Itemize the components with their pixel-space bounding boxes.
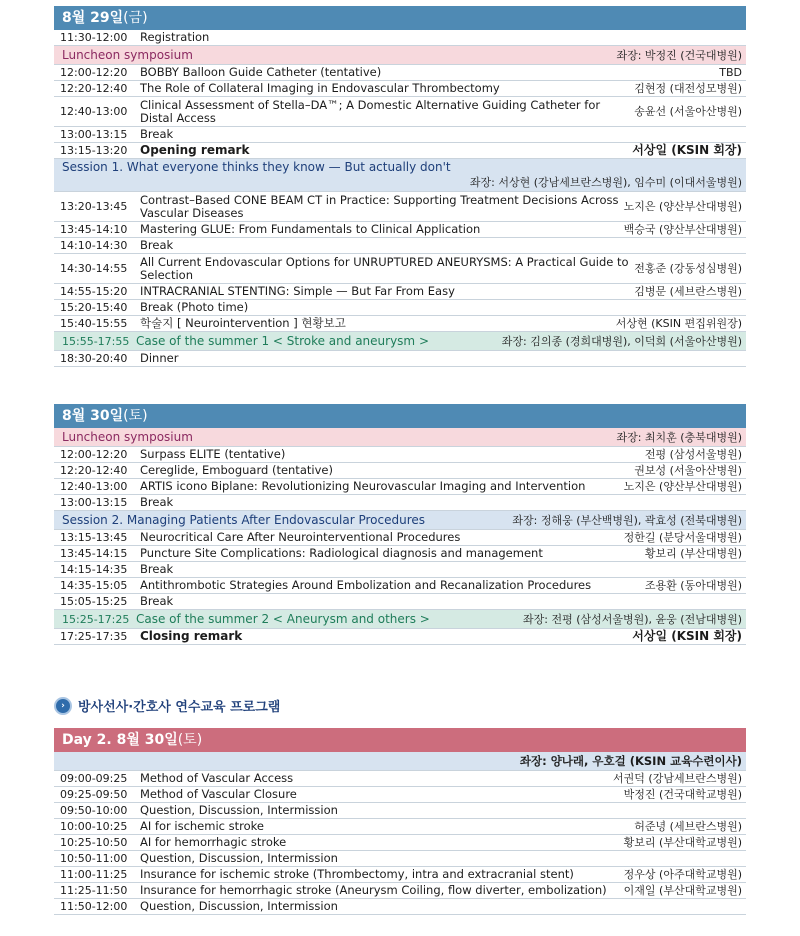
time-slot: 09:50-10:00 xyxy=(60,804,128,817)
time-slot: 12:20-12:40 xyxy=(60,464,128,477)
time-slot: 14:35-15:05 xyxy=(60,579,128,592)
talk-title: Clinical Assessment of Stella–DA™; A Domestic Alternative Guiding Catheter for Distal Access xyxy=(140,97,601,125)
speaker: 서상일 (KSIN 회장) xyxy=(632,629,742,643)
day2-rows xyxy=(54,428,746,645)
section-row xyxy=(54,610,746,629)
schedule-row xyxy=(54,284,746,300)
schedule-row xyxy=(54,127,746,143)
time-slot: 11:25-11:50 xyxy=(60,884,128,897)
time-slot: 13:45-14:15 xyxy=(60,547,128,560)
schedule-row xyxy=(54,463,746,479)
day1-schedule xyxy=(54,6,746,367)
talk-title: Method of Vascular Closure xyxy=(140,787,297,801)
talk-title: 학술지 [ Neurointervention ] 현황보고 xyxy=(140,316,346,330)
time-slot: 15:55-17:55 xyxy=(62,334,130,348)
schedule-row xyxy=(54,835,746,851)
schedule-row xyxy=(54,578,746,594)
schedule-row xyxy=(54,594,746,610)
schedule-row xyxy=(54,97,746,127)
time-slot: 11:50-12:00 xyxy=(60,900,128,913)
time-slot: 10:00-10:25 xyxy=(60,820,128,833)
schedule-row xyxy=(54,883,746,899)
schedule-row xyxy=(54,803,746,819)
talk-title: ARTIS icono Biplane: Revolutionizing Neurovascular Imaging and Intervention xyxy=(140,479,586,493)
time-slot: 13:15-13:20 xyxy=(60,144,128,157)
schedule-row xyxy=(54,300,746,316)
talk-title: Antithrombotic Strategies Around Embolization and Recanalization Procedures xyxy=(140,578,592,592)
time-slot: 15:20-15:40 xyxy=(60,301,128,314)
talk-title: Break xyxy=(140,127,174,141)
schedule-row xyxy=(54,447,746,463)
schedule-row xyxy=(54,771,746,787)
time-slot: 13:00-13:15 xyxy=(60,128,128,141)
talk-title: AI for hemorrhagic stroke xyxy=(140,835,287,849)
speaker: 황보리 (부산대학교병원) xyxy=(623,836,742,849)
section-chair: 좌장: 최치훈 (충북대병원) xyxy=(616,431,742,444)
talk-title: BOBBY Balloon Guide Catheter (tentative) xyxy=(140,65,382,79)
time-slot: 12:00-12:20 xyxy=(60,448,128,461)
chevron-right-circle-icon: › xyxy=(54,697,72,715)
time-slot: 13:45-14:10 xyxy=(60,223,128,236)
schedule-row xyxy=(54,530,746,546)
day2-header: 8월 30일(토) xyxy=(54,404,746,428)
speaker: 허준녕 (세브란스병원) xyxy=(634,820,742,833)
talk-title: Contrast–Based CONE BEAM CT in Practice: Supporting Treatment Decisions Across Vascular Diseases xyxy=(140,192,619,220)
schedule-row xyxy=(54,254,746,284)
talk-title: Surpass ELITE (tentative) xyxy=(140,447,286,461)
time-slot: 17:25-17:35 xyxy=(60,630,128,643)
talk-title: AI for ischemic stroke xyxy=(140,819,264,833)
schedule-row xyxy=(54,192,746,222)
speaker: 정우상 (아주대학교병원) xyxy=(623,868,742,881)
time-slot: 13:15-13:45 xyxy=(60,531,128,544)
schedule-row xyxy=(54,851,746,867)
talk-title: The Role of Collateral Imaging in Endovascular Thrombectomy xyxy=(140,81,500,95)
time-slot: 09:25-09:50 xyxy=(60,788,128,801)
time-slot: 11:00-11:25 xyxy=(60,868,128,881)
speaker: 송윤선 (서울아산병원) xyxy=(634,105,742,118)
section-chair: 좌장: 김의종 (경희대병원), 이덕희 (서울아산병원) xyxy=(501,335,742,348)
speaker: 황보리 (부산대병원) xyxy=(644,547,742,560)
talk-title: Break xyxy=(140,562,174,576)
time-slot: 10:50-11:00 xyxy=(60,852,128,865)
section-title: Session 2. Managing Patients After Endovascular Procedures xyxy=(62,513,426,527)
time-slot: 15:40-15:55 xyxy=(60,317,128,330)
speaker: 전평 (삼성서울병원) xyxy=(644,448,742,461)
schedule-row xyxy=(54,629,746,645)
schedule-row xyxy=(54,143,746,159)
section-chair: 좌장: 서상현 (강남세브란스병원), 임수미 (이대서울병원) xyxy=(469,176,742,189)
talk-title: Neurocritical Care After Neurointerventional Procedures xyxy=(140,530,461,544)
time-slot: 11:30-12:00 xyxy=(60,31,128,44)
section-chair: 좌장: 전평 (삼성서울병원), 윤웅 (전남대병원) xyxy=(523,613,742,626)
section-row xyxy=(54,159,746,192)
talk-title: Break xyxy=(140,594,174,608)
speaker: 서상일 (KSIN 회장) xyxy=(632,143,742,157)
time-slot: 10:25-10:50 xyxy=(60,836,128,849)
talk-title: Closing remark xyxy=(140,629,243,643)
talk-title: Question, Discussion, Intermission xyxy=(140,899,338,913)
time-slot: 12:40-13:00 xyxy=(60,480,128,493)
speaker: TBD xyxy=(719,66,742,79)
nurse-program-header: Day 2. 8월 30일(토) xyxy=(54,728,746,752)
talk-title: Question, Discussion, Intermission xyxy=(140,851,338,865)
schedule-row xyxy=(54,238,746,254)
talk-title: Mastering GLUE: From Fundamentals to Clinical Application xyxy=(140,222,481,236)
talk-title: Insurance for hemorrhagic stroke (Aneurysm Coiling, flow diverter, embolization) xyxy=(140,883,607,897)
section-title: Luncheon symposium xyxy=(62,48,193,62)
schedule-row xyxy=(54,787,746,803)
time-slot: 15:25-17:25 xyxy=(62,612,130,626)
schedule-row xyxy=(54,222,746,238)
time-slot: 14:10-14:30 xyxy=(60,239,128,252)
speaker: 서권덕 (강남세브란스병원) xyxy=(613,772,742,785)
speaker: 조용환 (동아대병원) xyxy=(644,579,742,592)
talk-title: Break (Photo time) xyxy=(140,300,249,314)
time-slot: 18:30-20:40 xyxy=(60,352,128,365)
schedule-row xyxy=(54,819,746,835)
talk-title: Break xyxy=(140,238,174,252)
nurse-program-schedule xyxy=(54,728,746,915)
speaker: 김병문 (세브란스병원) xyxy=(634,285,742,298)
nurse-program-chair: 좌장: 양나래, 우호걸 (KSIN 교육수련이사) xyxy=(54,752,746,771)
schedule-row xyxy=(54,30,746,46)
speaker: 정한길 (분당서울대병원) xyxy=(623,531,742,544)
talk-title: Question, Discussion, Intermission xyxy=(140,803,338,817)
schedule-row xyxy=(54,867,746,883)
nurse-program-rows xyxy=(54,771,746,915)
section-title: Case of the summer 2 < Aneurysm and others > xyxy=(136,612,430,626)
section-title: Session 1. What everyone thinks they know — But actually don't xyxy=(62,160,451,174)
schedule-row xyxy=(54,546,746,562)
day1-header: 8월 29일(금) xyxy=(54,6,746,30)
schedule-row xyxy=(54,562,746,578)
speaker: 노지은 (양산부산대병원) xyxy=(623,480,742,493)
section-row xyxy=(54,46,746,65)
time-slot: 12:00-12:20 xyxy=(60,66,128,79)
time-slot: 14:15-14:35 xyxy=(60,563,128,576)
day1-rows xyxy=(54,30,746,367)
talk-title: All Current Endovascular Options for UNRUPTURED ANEURYSMS: A Practical Guide to Selection xyxy=(140,254,629,282)
time-slot: 14:55-15:20 xyxy=(60,285,128,298)
schedule-row xyxy=(54,351,746,367)
schedule-row xyxy=(54,81,746,97)
speaker: 박정진 (건국대학교병원) xyxy=(623,788,742,801)
day2-schedule xyxy=(54,404,746,645)
section-title: Luncheon symposium xyxy=(62,430,193,444)
talk-title: Registration xyxy=(140,30,210,44)
section-row xyxy=(54,511,746,530)
speaker: 백승국 (양산부산대병원) xyxy=(623,223,742,236)
section-title: Case of the summer 1 < Stroke and aneurysm > xyxy=(136,334,429,348)
talk-title: INTRACRANIAL STENTING: Simple — But Far From Easy xyxy=(140,284,455,298)
schedule-row xyxy=(54,495,746,511)
time-slot: 13:00-13:15 xyxy=(60,496,128,509)
time-slot: 09:00-09:25 xyxy=(60,772,128,785)
speaker: 전홍준 (강동성심병원) xyxy=(634,262,742,275)
speaker: 서상현 (KSIN 편집위원장) xyxy=(615,317,742,330)
time-slot: 12:40-13:00 xyxy=(60,105,128,118)
speaker: 권보성 (서울아산병원) xyxy=(634,464,742,477)
speaker: 이재일 (부산대학교병원) xyxy=(623,884,742,897)
talk-title: Opening remark xyxy=(140,143,250,157)
nurse-program-title: › 방사선사·간호사 연수교육 프로그램 xyxy=(54,696,280,715)
talk-title: Insurance for ischemic stroke (Thrombectomy, intra and extracranial stent) xyxy=(140,867,574,881)
section-row xyxy=(54,332,746,351)
speaker: 김현정 (대전성모병원) xyxy=(634,82,742,95)
talk-title: Method of Vascular Access xyxy=(140,771,294,785)
talk-title: Break xyxy=(140,495,174,509)
speaker: 노지은 (양산부산대병원) xyxy=(623,200,742,213)
time-slot: 14:30-14:55 xyxy=(60,262,128,275)
time-slot: 12:20-12:40 xyxy=(60,82,128,95)
talk-title: Dinner xyxy=(140,351,179,365)
time-slot: 15:05-15:25 xyxy=(60,595,128,608)
schedule-row xyxy=(54,899,746,915)
time-slot: 13:20-13:45 xyxy=(60,200,128,213)
talk-title: Puncture Site Complications: Radiological diagnosis and management xyxy=(140,546,543,560)
section-chair: 좌장: 박정진 (건국대병원) xyxy=(616,49,742,62)
schedule-row xyxy=(54,479,746,495)
schedule-row xyxy=(54,316,746,332)
section-row xyxy=(54,428,746,447)
section-chair: 좌장: 정해웅 (부산백병원), 곽효성 (전북대병원) xyxy=(512,514,742,527)
schedule-row xyxy=(54,65,746,81)
talk-title: Cereglide, Emboguard (tentative) xyxy=(140,463,333,477)
